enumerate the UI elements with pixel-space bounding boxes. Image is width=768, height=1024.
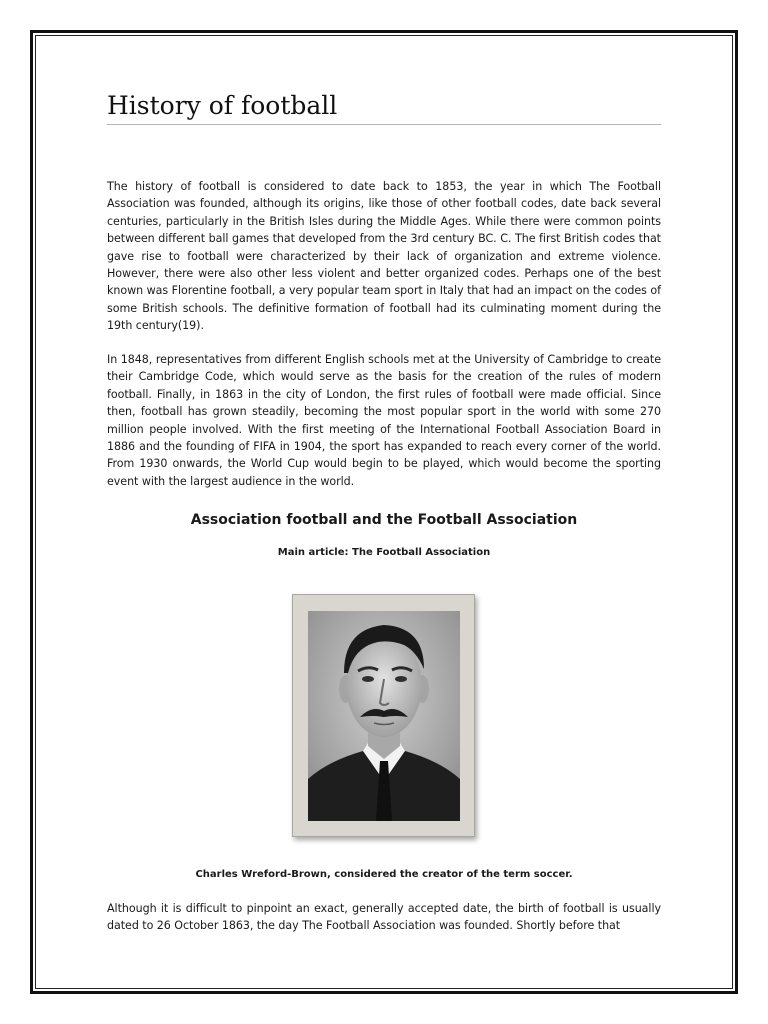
document-page	[107, 88, 661, 933]
main-article-link[interactable]: Main article: The Football Association	[277, 547, 491, 558]
section-heading: Association football and the Football Association	[190, 512, 578, 528]
portrait-photo	[308, 611, 460, 821]
paragraph-intro: The history of football is considered to date back to 1853, the year in which The Football Association was founded, although its origins, like those of other football codes, date back several centuries, particularly in the British Isles during the Middle Ages. While there were common points between different ball games that developed from the 3rd century BC. C. The first British codes that gave rise to football were characterized by their lack of organization and extreme violence. However, there were also other less violent and better organized codes. Perhaps one of the best known was Florentine football, a very popular team sport in Italy that had an impact on the codes of some British schools. The definitive formation of football had its culminating moment during the 19th century(19).	[107, 180, 661, 333]
photo-caption: Charles Wreford-Brown, considered the creator of the term soccer.	[195, 869, 573, 880]
paragraph-cambridge: In 1848, representatives from different English schools met at the University of Cambridge to create their Cambridge Code, which would serve as the basis for the creation of the rules of modern football. Finally, in 1863 in the city of London, the first rules of football were made official. Since then, football has grown steadily, becoming the most popular sport in the world with some 270 million people involved. With the first meeting of the International Football Association Board in 1886 and the founding of FIFA in 1904, the sport has expanded to reach every corner of the world. From 1930 onwards, the World Cup would begin to be played, which would become the sporting event with the largest audience in the world.	[107, 353, 661, 488]
document-title: History of football	[107, 88, 661, 125]
portrait-photo-frame	[292, 594, 475, 837]
paragraph-closing: Although it is difficult to pinpoint an exact, generally accepted date, the birth of football is usually dated to 26 October 1863, the day The Football Association was founded. Shortly before that	[107, 902, 661, 933]
